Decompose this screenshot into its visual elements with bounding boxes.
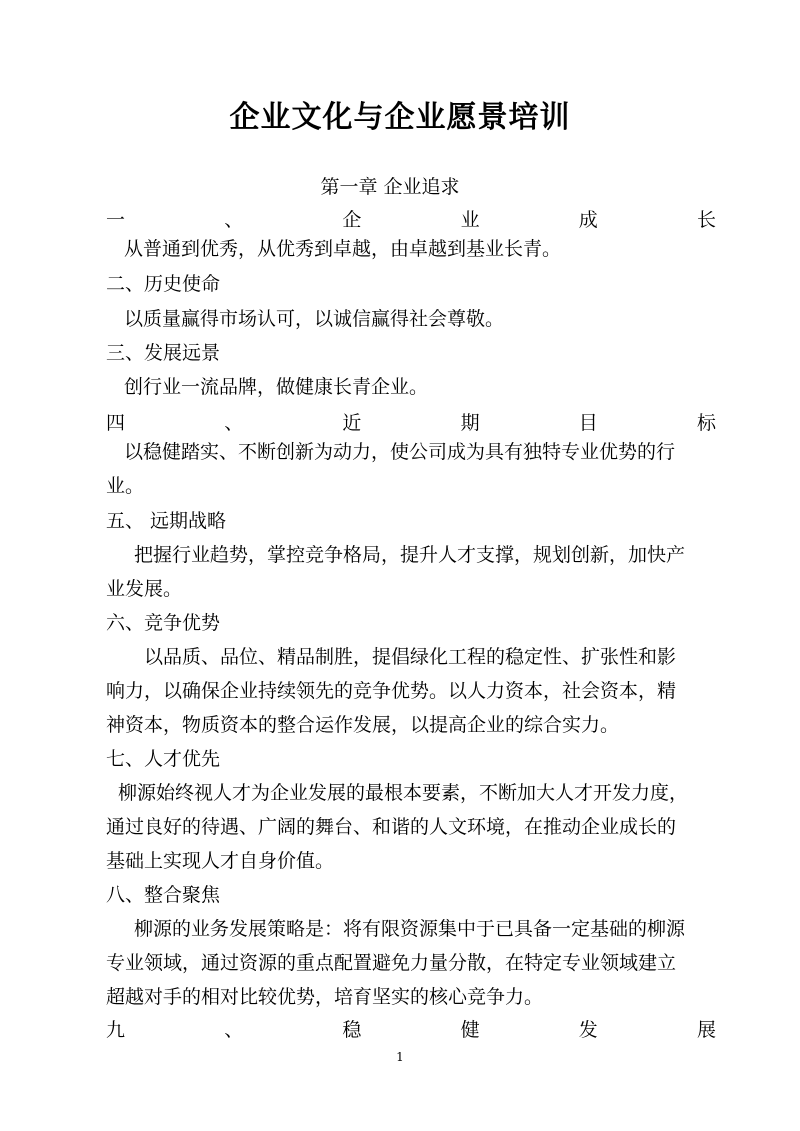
heading-char: 目 [578, 412, 598, 434]
section-heading-competitive-advantage: 六、竞争优势 [106, 612, 221, 634]
chapter-heading: 第一章 企业追求 [320, 176, 460, 198]
page-number: 1 [396, 1050, 404, 1064]
section-heading-mission: 二、历史使命 [106, 273, 221, 295]
section-heading-steady-development [106, 1015, 716, 1042]
heading-char: 发 [578, 1019, 598, 1041]
paragraph-line: 神资本，物质资本的整合运作发展，以提高企业的综合实力。 [106, 714, 620, 736]
paragraph-line: 响力，以确保企业持续领先的竞争优势。以人力资本，社会资本，精 [106, 680, 677, 702]
heading-char: 一 [106, 209, 126, 231]
paragraph-line: 业。 [106, 475, 145, 497]
heading-char: 业 [460, 209, 480, 231]
section-heading-growth [106, 205, 716, 232]
paragraph-line: 以质量赢得市场认可，以诚信赢得社会尊敬。 [124, 308, 505, 330]
heading-char: 近 [342, 412, 362, 434]
paragraph-line: 专业领域，通过资源的重点配置避免力量分散，在特定专业领域建立 [106, 952, 677, 974]
heading-char: 、 [224, 209, 244, 231]
paragraph-line: 超越对手的相对比较优势，培育坚实的核心竞争力。 [106, 986, 544, 1008]
heading-char: 健 [460, 1019, 480, 1041]
paragraph-line: 创行业一流品牌，做健康长青企业。 [124, 376, 429, 398]
section-heading-vision: 三、发展远景 [106, 342, 221, 364]
heading-char: 九 [106, 1019, 126, 1041]
heading-char: 稳 [342, 1019, 362, 1041]
heading-char: 四 [106, 412, 126, 434]
heading-char: 、 [224, 412, 244, 434]
heading-char: 企 [342, 209, 362, 231]
heading-char: 长 [696, 209, 716, 231]
paragraph-line: 通过良好的待遇、广阔的舞台、和谐的人文环境，在推动企业成长的 [106, 816, 677, 838]
paragraph-line: 柳源的业务发展策略是：将有限资源集中于已具备一定基础的柳源 [134, 918, 686, 940]
section-heading-integration-focus: 八、整合聚焦 [106, 884, 221, 906]
paragraph-line: 业发展。 [106, 578, 183, 600]
section-heading-talent-first: 七、人才优先 [106, 748, 221, 770]
document-title: 企业文化与企业愿景培训 [229, 100, 571, 135]
heading-char: 成 [578, 209, 598, 231]
paragraph-line: 把握行业趋势，掌控竞争格局，提升人才支撑，规划创新，加快产 [134, 544, 686, 566]
heading-char: 展 [696, 1019, 716, 1041]
section-heading-long-term-strategy: 五、 远期战略 [106, 510, 227, 532]
paragraph-line: 以稳健踏实、不断创新为动力，使公司成为具有独特专业优势的行 [124, 441, 676, 463]
heading-char: 、 [224, 1019, 244, 1041]
heading-char: 期 [460, 412, 480, 434]
paragraph-line: 基础上实现人才自身价值。 [106, 850, 335, 872]
paragraph-line: 以品质、品位、精品制胜，提倡绿化工程的稳定性、扩张性和影 [144, 646, 677, 668]
section-heading-short-term-goal [106, 408, 716, 435]
paragraph-line: 从普通到优秀，从优秀到卓越，由卓越到基业长青。 [124, 238, 562, 260]
heading-char: 标 [696, 412, 716, 434]
paragraph-line: 柳源始终视人才为企业发展的最根本要素，不断加大人才开发力度， [118, 782, 689, 804]
